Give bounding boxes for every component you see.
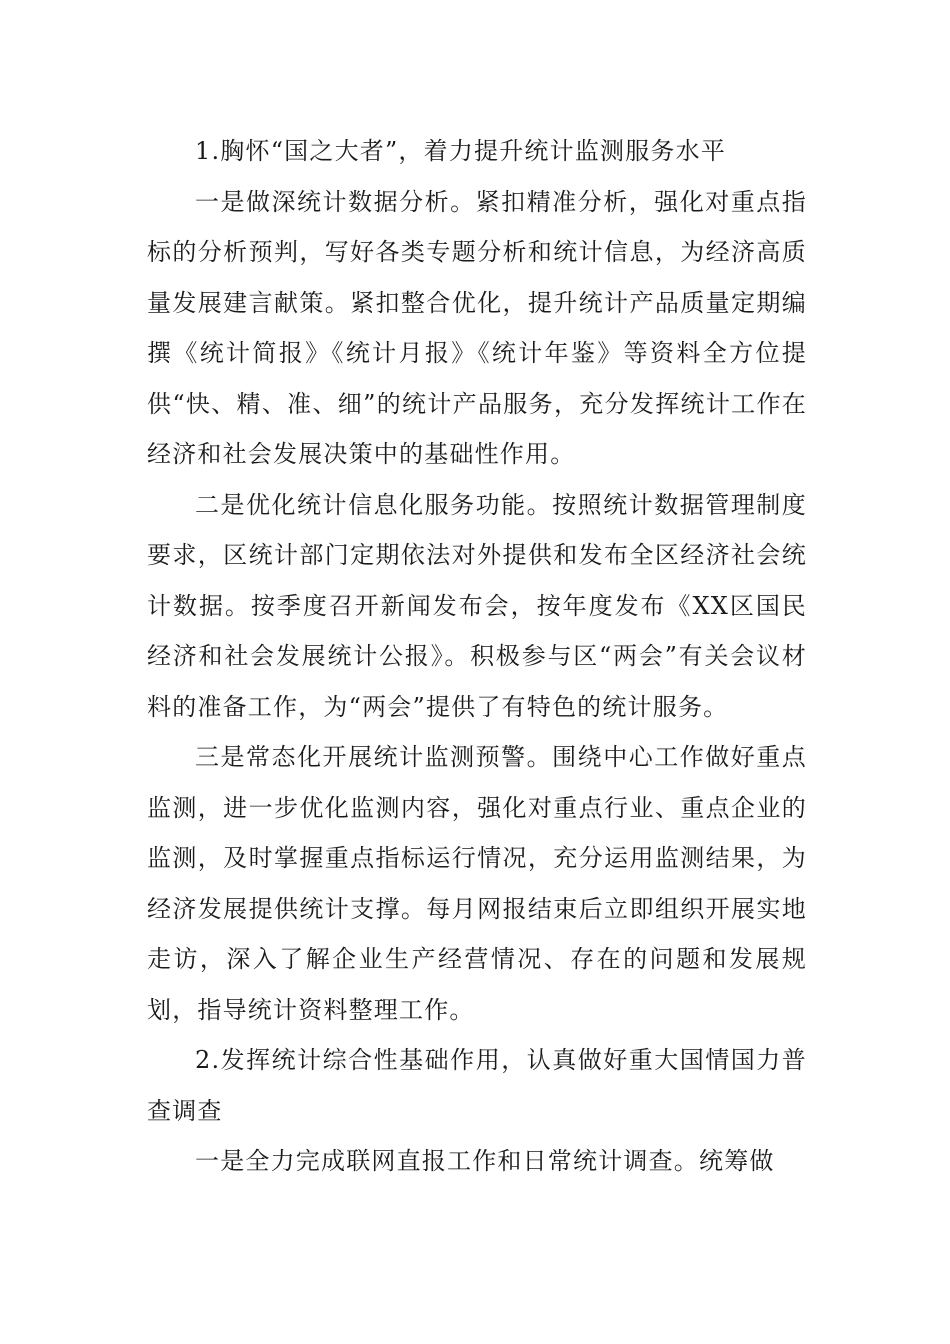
paragraph-information-service: 二是优化统计信息化服务功能。按照统计数据管理制度要求，区统计部门定期依法对外提供和发布全区经济社会统计数据。按季度召开新闻发布会，按年度发布《XX区国民经济和社会发展统计公报》。积极参与区“两会”有关会议材料的准备工作，为“两会”提供了有特色的统计服务。 [147,490,807,721]
paragraph-monitoring-warning: 三是常态化开展统计监测预警。围绕中心工作做好重点监测，进一步优化监测内容，强化对重点行业、重点企业的监测，及时掌握重点指标运行情况，充分运用监测结果，为经济发展提供统计支撑。每月网报结束后立即组织开展实地走访，深入了解企业生产经营情况、存在的问题和发展规划，指导统计资料整理工作。 [147,743,807,1024]
paragraph-direct-reporting: 一是全力完成联网直报工作和日常统计调查。统筹做 [195,1147,775,1175]
section-heading-2: 2.发挥统计综合性基础作用，认真做好重大国情国力普查调查 [147,1046,807,1125]
paragraph-data-analysis: 一是做深统计数据分析。紧扣精准分析，强化对重点指标的分析预判，写好各类专题分析和统计信息，为经济高质量发展建言献策。紧扣整合优化，提升统计产品质量定期编撰《统计简报》《统计月报》《统计年鉴》等资料全方位提供“快、精、准、细”的统计产品服务，充分发挥统计工作在经济和社会发展决策中的基础性作用。 [147,187,807,468]
document-body [147,126,807,1187]
section-heading-1: 1.胸怀“国之大者”，着力提升统计监测服务水平 [195,137,727,165]
